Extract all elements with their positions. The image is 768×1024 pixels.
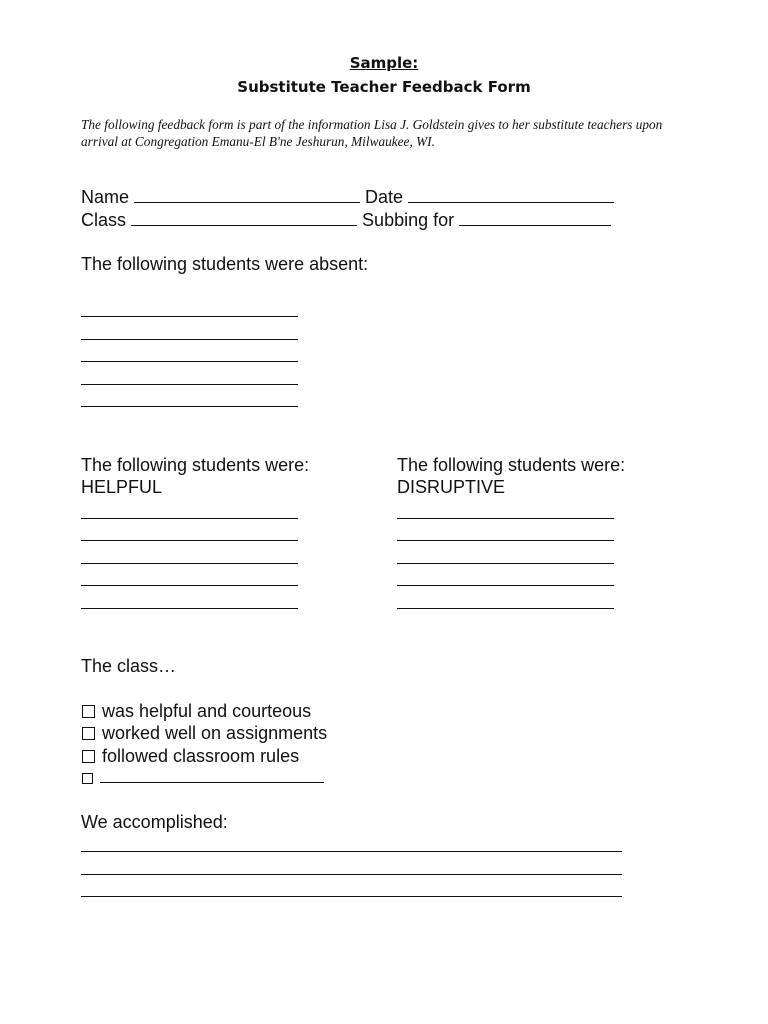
- other-blank[interactable]: [100, 769, 324, 783]
- class-section-label: The class…: [81, 656, 177, 676]
- disruptive-label: The following students were:: [397, 455, 626, 475]
- disruptive-line[interactable]: [397, 585, 614, 586]
- helpful-line[interactable]: [81, 518, 298, 519]
- absent-label: The following students were absent:: [81, 254, 369, 274]
- helpful-line[interactable]: [81, 540, 298, 541]
- helpful-line[interactable]: [81, 563, 298, 564]
- disruptive-line[interactable]: [397, 608, 614, 609]
- disruptive-line[interactable]: [397, 540, 614, 541]
- checkbox[interactable]: [82, 705, 95, 718]
- helpful-line[interactable]: [81, 585, 298, 586]
- absent-line[interactable]: [81, 384, 298, 385]
- checkbox[interactable]: [82, 773, 93, 784]
- date-label: Date: [365, 187, 404, 207]
- intro-paragraph: The following feedback form is part of the information Lisa J. Goldstein gives to her substitute teachers upon arrival at Congregation Emanu-El B'ne Jeshurun, Milwaukee, WI.: [81, 117, 663, 149]
- helpful-line[interactable]: [81, 608, 298, 609]
- disruptive-line[interactable]: [397, 563, 614, 564]
- class-option: [82, 745, 299, 767]
- class-option-other: [82, 766, 324, 788]
- accomplished-line[interactable]: [81, 896, 622, 897]
- form-title: Substitute Teacher Feedback Form: [237, 78, 531, 96]
- absent-line[interactable]: [81, 316, 298, 317]
- class-row: [81, 208, 611, 231]
- disruptive-line[interactable]: [397, 518, 614, 519]
- accomplished-line[interactable]: [81, 851, 622, 852]
- name-row: [81, 185, 614, 208]
- class-option-label: was helpful and courteous: [102, 701, 312, 721]
- helpful-category: HELPFUL: [81, 477, 163, 497]
- helpful-label: The following students were:: [81, 455, 310, 475]
- absent-line[interactable]: [81, 361, 298, 362]
- accomplished-line[interactable]: [81, 874, 622, 875]
- checkbox[interactable]: [82, 727, 95, 740]
- name-label: Name: [81, 187, 130, 207]
- name-blank[interactable]: [134, 185, 360, 203]
- class-option-label: worked well on assignments: [102, 723, 328, 743]
- class-label: Class: [81, 210, 127, 230]
- sample-heading: Sample:: [349, 54, 419, 72]
- subbing-for-blank[interactable]: [459, 208, 611, 226]
- absent-line[interactable]: [81, 406, 298, 407]
- class-option: [82, 722, 327, 744]
- class-option: [82, 700, 311, 722]
- class-option-label: followed classroom rules: [102, 746, 300, 766]
- accomplished-label: We accomplished:: [81, 812, 228, 832]
- absent-line[interactable]: [81, 339, 298, 340]
- disruptive-category: DISRUPTIVE: [397, 477, 506, 497]
- checkbox[interactable]: [82, 750, 95, 763]
- subbing-for-label: Subbing for: [362, 210, 455, 230]
- class-blank[interactable]: [131, 208, 357, 226]
- date-blank[interactable]: [408, 185, 614, 203]
